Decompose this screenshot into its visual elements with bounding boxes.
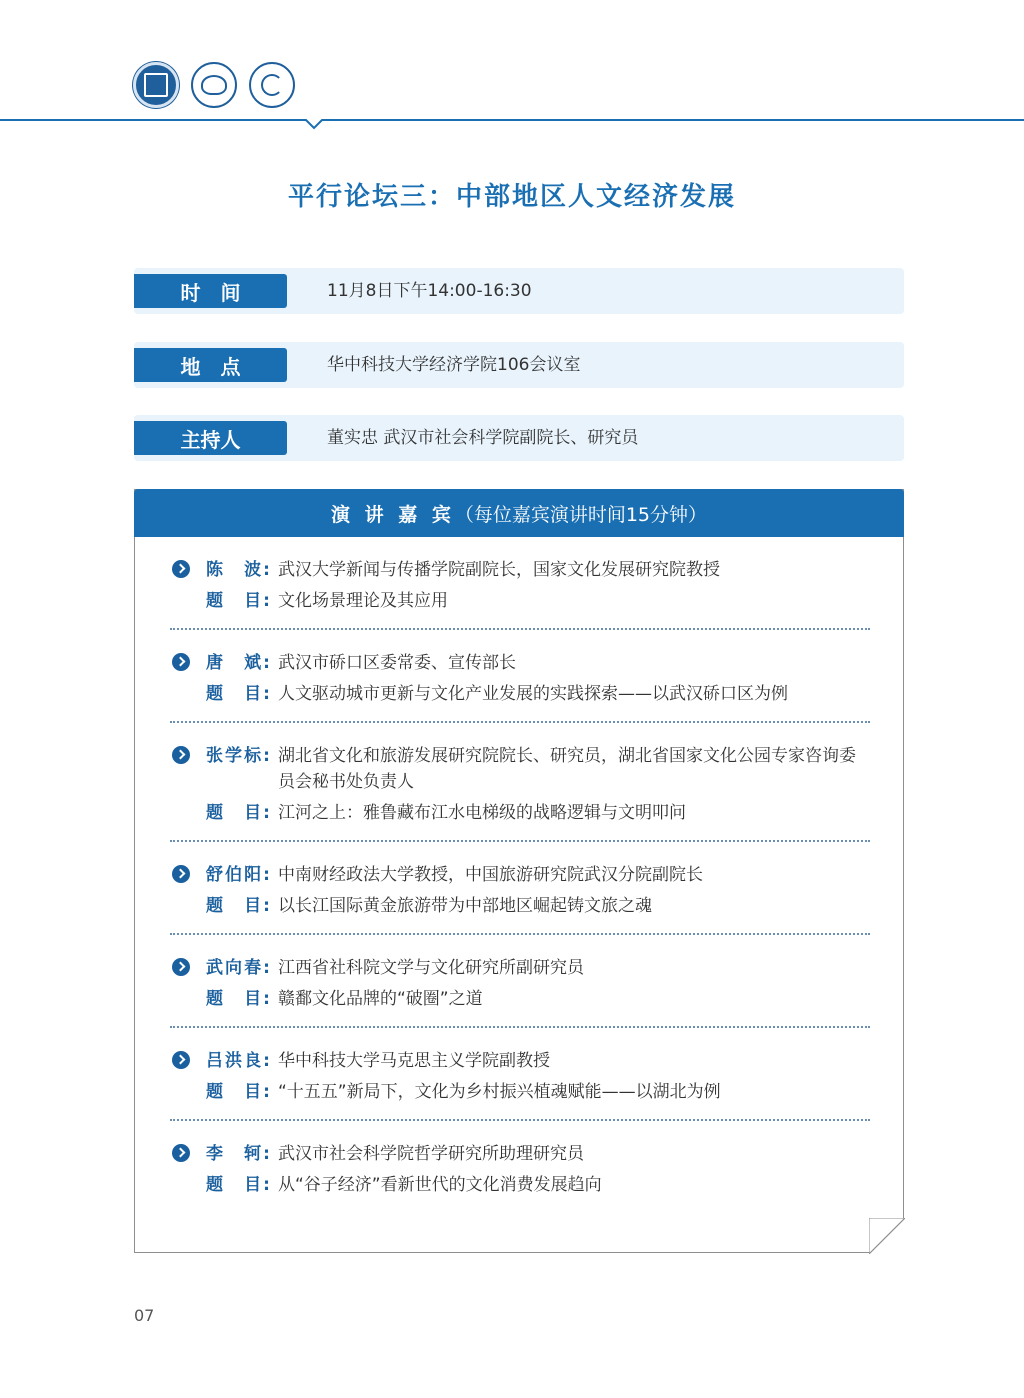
speaker-name: 舒伯阳:	[206, 865, 270, 885]
speakers-header-title: 演 讲 嘉 宾	[330, 503, 455, 526]
chevron-right-icon	[172, 1144, 190, 1162]
speakers-header-note: （每位嘉宾演讲时间15分钟）	[454, 503, 708, 526]
speaker-name: 吕洪良:	[206, 1051, 270, 1071]
place-value: 华中科技大学经济学院106会议室	[327, 355, 581, 375]
speaker-entry	[170, 1048, 870, 1121]
speaker-desc: 武汉大学新闻与传播学院副院长，国家文化发展研究院教授	[278, 560, 720, 580]
page-title: 平行论坛三：中部地区人文经济发展	[287, 182, 736, 212]
speaker-topic: 人文驱动城市更新与文化产业发展的实践探索——以武汉硚口区为例	[278, 684, 788, 704]
info-row-place	[134, 342, 904, 388]
topic-label: 题 目:	[206, 1082, 270, 1102]
speaker-entry	[170, 955, 870, 1028]
host-value: 董实忠 武汉市社会科学院副院长、研究员	[327, 428, 639, 448]
university-emblem-1-icon	[133, 62, 179, 108]
speaker-topic: 江河之上：雅鲁藏布江水电梯级的战略逻辑与文明叩问	[278, 803, 686, 823]
speaker-topic: “十五五”新局下，文化为乡村振兴植魂赋能——以湖北为例	[278, 1082, 721, 1102]
speaker-topic: 从“谷子经济”看新世代的文化消费发展趋向	[278, 1175, 602, 1195]
page-fold-corner	[869, 1218, 905, 1254]
speaker-entry	[170, 862, 870, 935]
topic-label: 题 目:	[206, 591, 270, 611]
time-value: 11月8日下午14:00-16:30	[327, 281, 532, 301]
topic-label: 题 目:	[206, 989, 270, 1009]
speaker-desc: 江西省社科院文学与文化研究所副研究员	[278, 958, 584, 978]
host-label: 主持人	[134, 421, 287, 455]
speakers-panel	[134, 489, 904, 1253]
topic-label: 题 目:	[206, 1175, 270, 1195]
chevron-right-icon	[172, 1051, 190, 1069]
speaker-entry	[170, 557, 870, 630]
speaker-name: 张学标:	[206, 746, 270, 766]
page-number: 07	[134, 1306, 155, 1325]
speaker-name: 陈 波:	[206, 560, 270, 580]
logo-group	[133, 62, 295, 108]
speaker-entry	[170, 650, 870, 723]
speaker-desc: 武汉市硚口区委常委、宣传部长	[278, 653, 516, 673]
chevron-right-icon	[172, 746, 190, 764]
speaker-topic: 文化场景理论及其应用	[278, 591, 448, 611]
speaker-name: 武向春:	[206, 958, 270, 978]
speaker-desc: 武汉市社会科学院哲学研究所助理研究员	[278, 1144, 584, 1164]
topic-label: 题 目:	[206, 684, 270, 704]
speaker-desc: 湖北省文化和旅游发展研究院院长、研究员，湖北省国家文化公园专家咨询委员会秘书处负责人	[278, 746, 856, 792]
place-label: 地 点	[134, 348, 287, 382]
speaker-desc: 华中科技大学马克思主义学院副教授	[278, 1051, 550, 1071]
university-emblem-2-icon	[191, 62, 237, 108]
info-row-time	[134, 268, 904, 314]
chevron-right-icon	[172, 560, 190, 578]
speaker-entry	[170, 1141, 870, 1212]
chevron-right-icon	[172, 865, 190, 883]
speaker-list	[170, 557, 870, 1212]
speaker-entry	[170, 743, 870, 842]
institute-emblem-3-icon	[249, 62, 295, 108]
speakers-header	[134, 489, 904, 537]
speaker-name: 唐 斌:	[206, 653, 270, 673]
info-row-host	[134, 415, 904, 461]
speaker-name: 李 轲:	[206, 1144, 270, 1164]
time-label: 时 间	[134, 274, 287, 308]
speaker-topic: 赣鄱文化品牌的“破圈”之道	[278, 989, 483, 1009]
speaker-topic: 以长江国际黄金旅游带为中部地区崛起铸文旅之魂	[278, 896, 652, 916]
topic-label: 题 目:	[206, 803, 270, 823]
chevron-right-icon	[172, 958, 190, 976]
speaker-desc: 中南财经政法大学教授，中国旅游研究院武汉分院副院长	[278, 865, 703, 885]
topic-label: 题 目:	[206, 896, 270, 916]
chevron-right-icon	[172, 653, 190, 671]
